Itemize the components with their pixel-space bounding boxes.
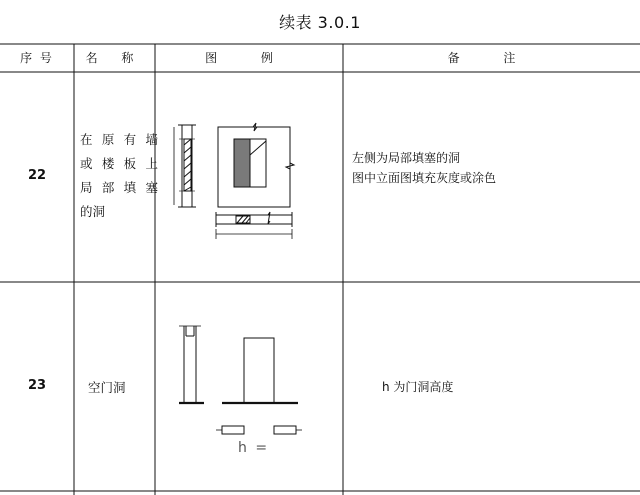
row-name-line: 在原有墙 [80,132,158,147]
row-number: 23 [27,378,47,393]
header-no: 序 号 [20,51,54,65]
row-note-line: 左侧为局部填塞的洞 [352,151,461,165]
row-note-line: 图中立面图填充灰度或涂色 [352,171,497,185]
row-number: 22 [27,168,47,183]
row-name: 空门洞 [88,380,126,395]
page-title: 续表 3.0.1 [279,13,361,32]
legend-figure-filled-hole [160,115,340,245]
row-note [352,148,496,188]
row-name-line: 的洞 [80,204,106,219]
header-note: 备 注 [447,51,536,65]
row-name [80,128,158,224]
row-name-line: 局部填塞 [80,180,158,195]
row-note: h 为门洞高度 [382,380,454,394]
figure-dimension-label: h = [238,440,270,456]
header-legend: 图 例 [205,51,293,65]
row-name-line: 或楼板上 [80,156,158,171]
header-name: 名 称 [85,51,144,65]
